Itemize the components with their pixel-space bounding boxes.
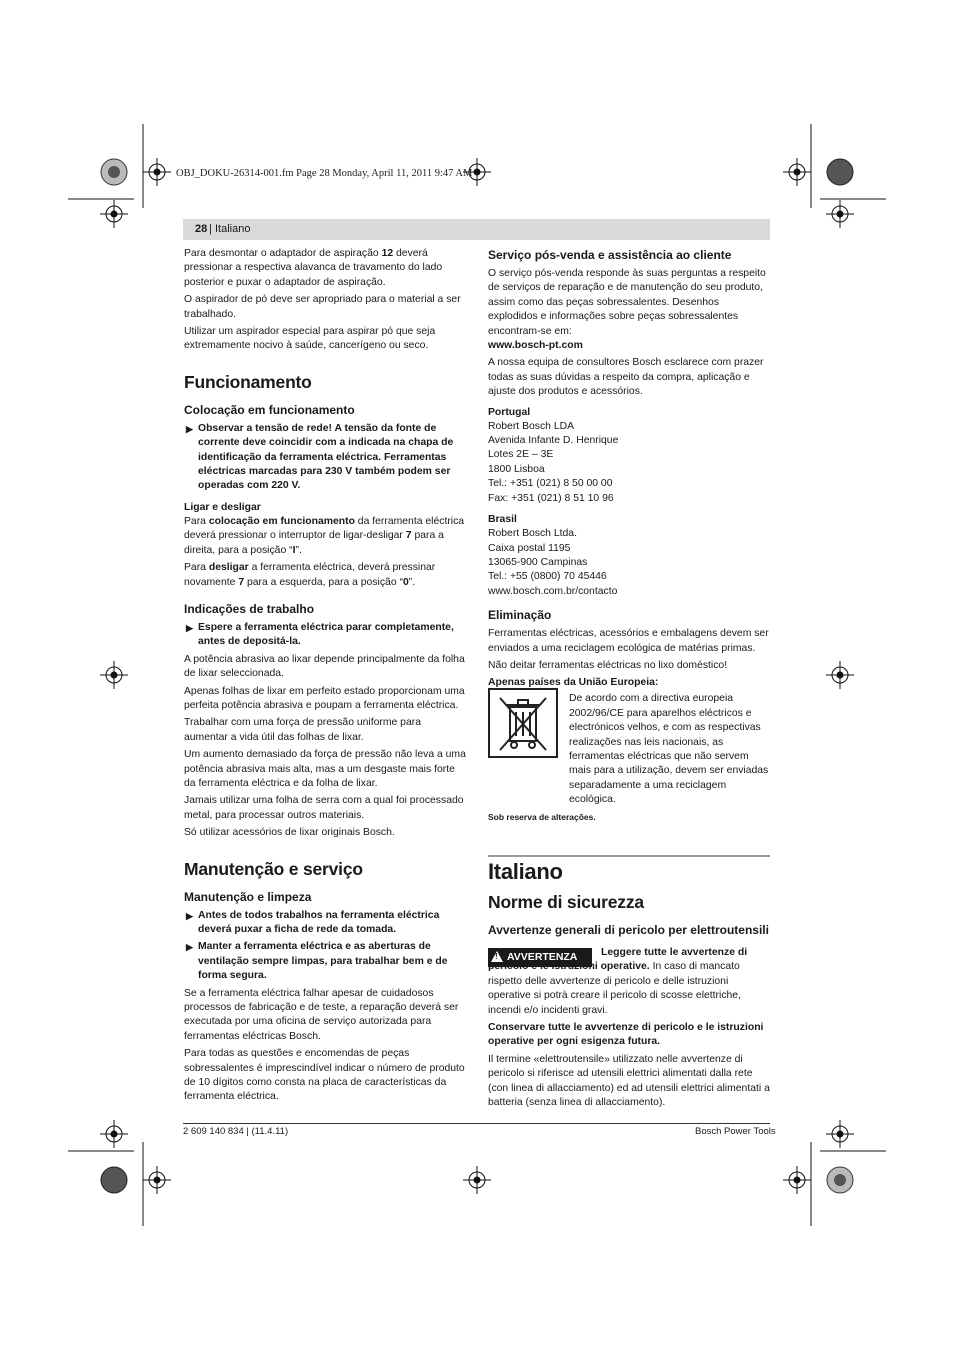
paragraph-manutencao-1: Se a ferramenta eléctrica falhar apesar de cuidadosos processos de fabricação e de teste, a reparação deverá ser executada por uma oficina de serviço autorizada para ferramentas eléctricas Bosch.: [184, 987, 459, 1042]
file-info-line: OBJ_DOKU-26314-001.fm Page 28 Monday, April 11, 2011 9:47 AM: [176, 168, 473, 179]
paragraph-indicacoes-6: Só utilizar acessórios de lixar originais Bosch.: [184, 827, 395, 839]
bullet-icon: ▶: [186, 423, 193, 434]
heading-norme: Norme di sicurezza: [488, 892, 644, 912]
paragraph-desligar: Para desligar a ferramenta eléctrica, deverá pressinar novamente 7 para a esquerda, para a posição “0”.: [184, 562, 436, 588]
section-divider: [488, 855, 770, 857]
heading-ligar: Ligar e desligar: [184, 501, 261, 513]
paragraph-manutencao-2: Para todas as questões e encomendas de peças sobressalentes é imprescindível indicar o número de produto de 10 dígitos como consta na placa de características da ferramenta eléctrica.: [184, 1048, 465, 1103]
paragraph-indicacoes-5: Jamais utilizar uma folha de serra com a qual foi processado metal, para processar outros materiais.: [184, 795, 464, 821]
paragraph-servico-1: O serviço pós-venda responde às suas perguntas a respeito de serviços de reparação e de manutenção do seu produto, assim como das peças sobressalentes. Desenhos explodidos e informações sobre peças sobressalentes encontram-se em:: [488, 268, 766, 337]
bullet-icon: ▶: [186, 910, 193, 921]
paragraph-indicacoes-2: Apenas folhas de lixar em perfeito estado proporcionam uma perfeita potência abrasiva e poupam a ferramenta eléctrica.: [184, 685, 465, 711]
paragraph-indicacoes-1: A potência abrasiva ao lixar depende principalmente da folha de lixar seleccionada.: [184, 653, 465, 680]
footer-code: 2 609 140 834 | (11.4.11): [183, 1126, 289, 1137]
heading-brasil: Brasil: [488, 514, 517, 526]
link-bosch-br[interactable]: www.bosch.com.br/contacto: [488, 585, 618, 597]
bullet-icon: ▶: [186, 942, 193, 953]
bullet-tensao: ▶ Observar a tensão de rede! A tensão da fonte de corrente deve coincidir com a indicada na chapa de identificação da ferramenta eléctrica. Ferramentas eléctricas marcadas para 230 V também podem ser operadas com 220 V.: [186, 422, 454, 492]
crossed-out-bin-icon: [488, 688, 558, 758]
footer-brand: Bosch Power Tools: [695, 1126, 776, 1137]
paragraph-indicacoes-3: Trabalhar com uma força de pressão uniforme para aumentar a vida útil das folhas de lixar.: [184, 717, 421, 743]
link-bosch-pt[interactable]: www.bosch-pt.com: [488, 340, 583, 352]
heading-ue: Apenas países da União Europeia:: [488, 677, 659, 689]
paragraph-leggere: Leggere tutte le avvertenze di pericolo e le istruzioni operative. In caso di mancato rispetto delle avvertenze di pericolo e delle istruzioni operative si potrà creare il pericolo di scosse elettriche, incendi e/o incidenti gravi.: [488, 947, 748, 1016]
heading-portugal: Portugal: [488, 406, 531, 418]
heading-manutencao: Manutenção e serviço: [184, 858, 363, 879]
bullet-espere: ▶ Espere a ferramenta eléctrica parar completamente, antes de depositá-la.: [186, 621, 454, 648]
bullet-icon: ▶: [186, 622, 193, 633]
reserva-note: Sob reserva de alterações.: [488, 812, 596, 822]
address-brasil: Robert Bosch Ltda. Caixa postal 1195 13065-900 Campinas Tel.: +55 (0800) 70 45446 www.bosch.com.br/contacto: [488, 527, 771, 599]
heading-colocacao: Colocação em funcionamento: [184, 402, 355, 417]
paragraph-ligar: Para colocação em funcionamento da ferramenta eléctrica deverá pressionar o interruptor de ligar-desligar 7 para a direita, para a posição “I”.: [184, 515, 465, 556]
bullet-aberturas: ▶ Manter a ferramenta eléctrica e as aberturas de ventilação sempre limpas, para trabalhar bem e de forma segura.: [186, 941, 448, 982]
heading-servico: Serviço pós-venda e assistência ao cliente: [488, 248, 732, 262]
header-separator: |: [209, 223, 212, 235]
paragraph-servico-2: A nossa equipa de consultores Bosch esclarece com prazer todas as suas dúvidas a respeito da compra, aplicação e ajuste dos produtos e acessórios.: [488, 357, 764, 398]
paragraph-conservare: Conservare tutte le avvertenze di pericolo e le istruzioni operative per ogni esigenza futura.: [488, 1022, 764, 1048]
footer-rule: [183, 1123, 770, 1124]
bullet-ficha: ▶ Antes de todos trabalhos na ferramenta eléctrica deverá puxar a ficha de rede da tomada.: [186, 909, 440, 935]
warning-badge: ! AVVERTENZA: [488, 948, 592, 967]
paragraph-aspirador: O aspirador de pó deve ser apropriado para o material a ser trabalhado.: [184, 294, 461, 320]
left-column: [184, 247, 467, 1108]
paragraph-eliminacao-1: Ferramentas eléctricas, acessórios e embalagens devem ser enviados a uma reciclagem ecológica de matérias primas.: [488, 628, 769, 654]
italiano-section: [488, 858, 770, 938]
address-portugal: Robert Bosch LDA Avenida Infante D. Henrique Lotes 2E – 3E 1800 Lisboa Tel.: +351 (021) 8 50 00 00 Fax: +351 (021) 8 51 10 96: [488, 420, 619, 504]
heading-avvertenze: Avvertenze generali di pericolo per elettroutensili: [488, 923, 769, 937]
heading-indicacoes: Indicações de trabalho: [184, 601, 315, 616]
page-number: 28: [195, 223, 208, 235]
heading-funcionamento: Funcionamento: [184, 371, 312, 392]
heading-eliminacao: Eliminação: [488, 608, 552, 623]
avvertenze-text: [488, 946, 770, 1113]
header-language: Italiano: [215, 223, 251, 235]
paragraph-eliminacao-2: Não deitar ferramentas eléctricas no lixo doméstico!: [488, 659, 728, 671]
paragraph-ue: De acordo com a directiva europeia 2002/96/CE para aparelhos eléctricos e electrónicos velhos, e com as respectivas realizações nas leis nacionais, as ferramentas eléctricas que não servem mais para a utilização, devem ser enviadas separadamente a uma reciclagem ecológica.: [569, 693, 769, 806]
page-header-bar: [183, 219, 770, 240]
heading-limpeza: Manutenção e limpeza: [184, 889, 312, 904]
paragraph-indicacoes-4: Um aumento demasiado da força de pressão não leva a uma potência abrasiva mais alta, mas a um desgaste mais forte da ferramenta eléctrica e da folha de lixar.: [184, 749, 466, 789]
heading-italiano: Italiano: [488, 859, 563, 884]
paragraph-adapter: Para desmontar o adaptador de aspiração 12 deverá pressionar a respectiva alavanca de travamento do lado posterior e puxar o adaptador de aspiração.: [184, 248, 443, 288]
paragraph-termine: Il termine «elettroutensile» utilizzato nelle avvertenze di pericolo si riferisce ad utensili elettrici alimentati dalla rete (con linea di allacciamento) ed ad utensili elettrici alimentati a batteria (senza linea di allacciamento).: [488, 1053, 770, 1109]
paragraph-aspirador-especial: Utilizar um aspirador especial para aspirar pó que seja extremamente nocivo à saúde, cancerígeno ou seco.: [184, 326, 436, 352]
